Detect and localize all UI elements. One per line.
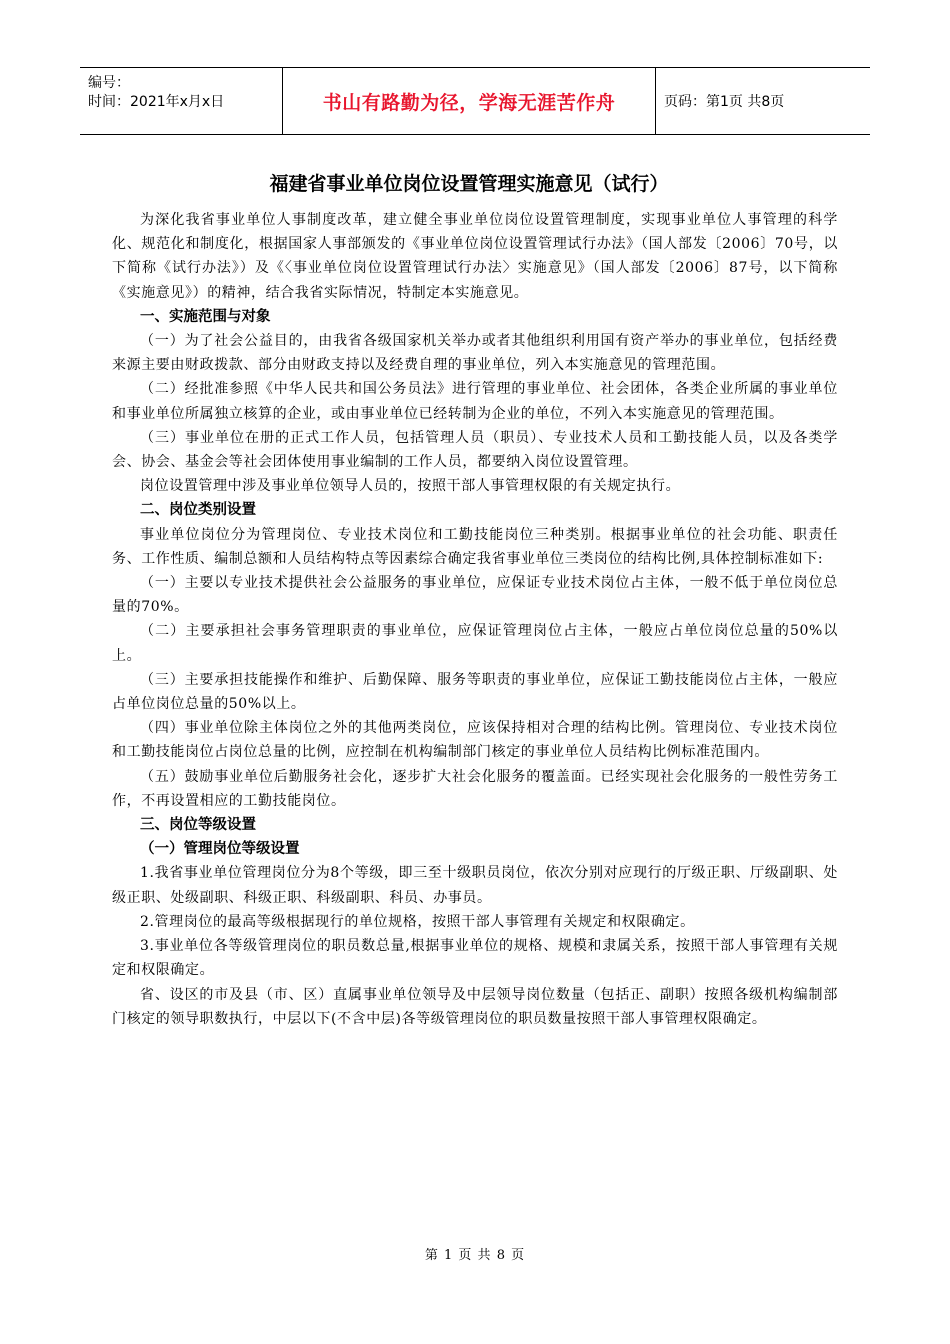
subsection-heading: （一）管理岗位等级设置 [140,841,300,858]
document-number-label: 编号： [88,75,130,91]
paragraph: （五）鼓励事业单位后勤服务社会化，逐步扩大社会化服务的覆盖面。已经实现社会化服务的一般性劳务工作，不再设置相应的工勤技能岗位。 [112,768,838,809]
header-page-info: 页码：第1页 共8页 [664,94,785,110]
paragraph: 1.我省事业单位管理岗位分为8个等级，即三至十级职员岗位，依次分别对应现行的厅级正职、厅级副职、处级正职、处级副职、科级正职、科级副职、科员、办事员。 [112,865,838,906]
paragraph: 2.管理岗位的最高等级根据现行的单位规格，按照干部人事管理有关规定和权限确定。 [140,913,695,930]
document-date: 时间：2021年x月x日 [88,94,225,110]
paragraph: （三）主要承担技能操作和维护、后勤保障、服务等职责的事业单位，应保证工勤技能岗位占主体，一般应占单位岗位总量的50%以上。 [112,671,838,713]
header-meta [80,68,282,134]
document-body [112,170,838,1031]
paragraph: （三）事业单位在册的正式工作人员，包括管理人员（职员）、专业技术人员和工勤技能人员，以及各类学会、协会、基金会等社会团体使用事业编制的工作人员，都要纳入岗位设置管理。 [112,429,838,471]
page-header [80,67,870,135]
section-heading: 三、岗位等级设置 [140,817,256,834]
section-heading: 二、岗位类别设置 [140,502,256,519]
paragraph: （四）事业单位除主体岗位之外的其他两类岗位，应该保持相对合理的结构比例。管理岗位、专业技术岗位和工勤技能岗位占岗位总量的比例，应控制在机构编制部门核定的事业单位人员结构比例标准范围内。 [112,720,838,761]
page-footer: 第 1 页 共 8 页 [424,1248,526,1263]
paragraph: 岗位设置管理中涉及事业单位领导人员的，按照干部人事管理权限的有关规定执行。 [140,478,681,495]
document-title: 福建省事业单位岗位设置管理实施意见（试行） [269,173,669,195]
paragraph: 事业单位岗位分为管理岗位、专业技术岗位和工勤技能岗位三种类别。根据事业单位的社会功能、职责任务、工作性质、编制总额和人员结构特点等因素综合确定我省事业单位三类岗位的结构比例,具体控制标准如下: [112,526,838,567]
paragraph: （一）主要以专业技术提供社会公益服务的事业单位，应保证专业技术岗位占主体，一般不低于单位岗位总量的70%。 [112,575,838,616]
section-heading: 一、实施范围与对象 [140,308,271,325]
paragraph: 省、设区的市及县（市、区）直属事业单位领导及中层领导岗位数量（包括正、副职）按照各级机构编制部门核定的领导职数执行，中层以下(不含中层)各等级管理岗位的职员数量按照干部人事管理权限确定。 [112,986,838,1027]
intro-paragraph: 为深化我省事业单位人事制度改革，建立健全事业单位岗位设置管理制度，实现事业单位人事管理的科学化、规范化和制度化，根据国家人事部颁发的《事业单位岗位设置管理试行办法》（国人部发〔2006〕70号，以下简称《试行办法》）及《〈事业单位岗位设置管理试行办法〉实施意见》（国人部发〔2006〕87号，以下简称《实施意见》）的精神，结合我省实际情况，特制定本实施意见。 [112,212,838,301]
paragraph: （二）经批准参照《中华人民共和国公务员法》进行管理的事业单位、社会团体，各类企业所属的事业单位和事业单位所属独立核算的企业，或由事业单位已经转制为企业的单位，不列入本实施意见的管理范围。 [112,381,838,422]
header-motto: 书山有路勤为径，学海无涯苦作舟 [282,68,656,134]
paragraph: （二）主要承担社会事务管理职责的事业单位，应保证管理岗位占主体，一般应占单位岗位总量的50%以上。 [112,623,838,664]
paragraph: （一）为了社会公益目的，由我省各级国家机关举办或者其他组织利用国有资产举办的事业单位，包括经费来源主要由财政拨款、部分由财政支持以及经费自理的事业单位，列入本实施意见的管理范围。 [112,333,838,374]
paragraph: 3.事业单位各等级管理岗位的职员数总量,根据事业单位的规格、规模和隶属关系，按照干部人事管理有关规定和权限确定。 [112,938,838,979]
